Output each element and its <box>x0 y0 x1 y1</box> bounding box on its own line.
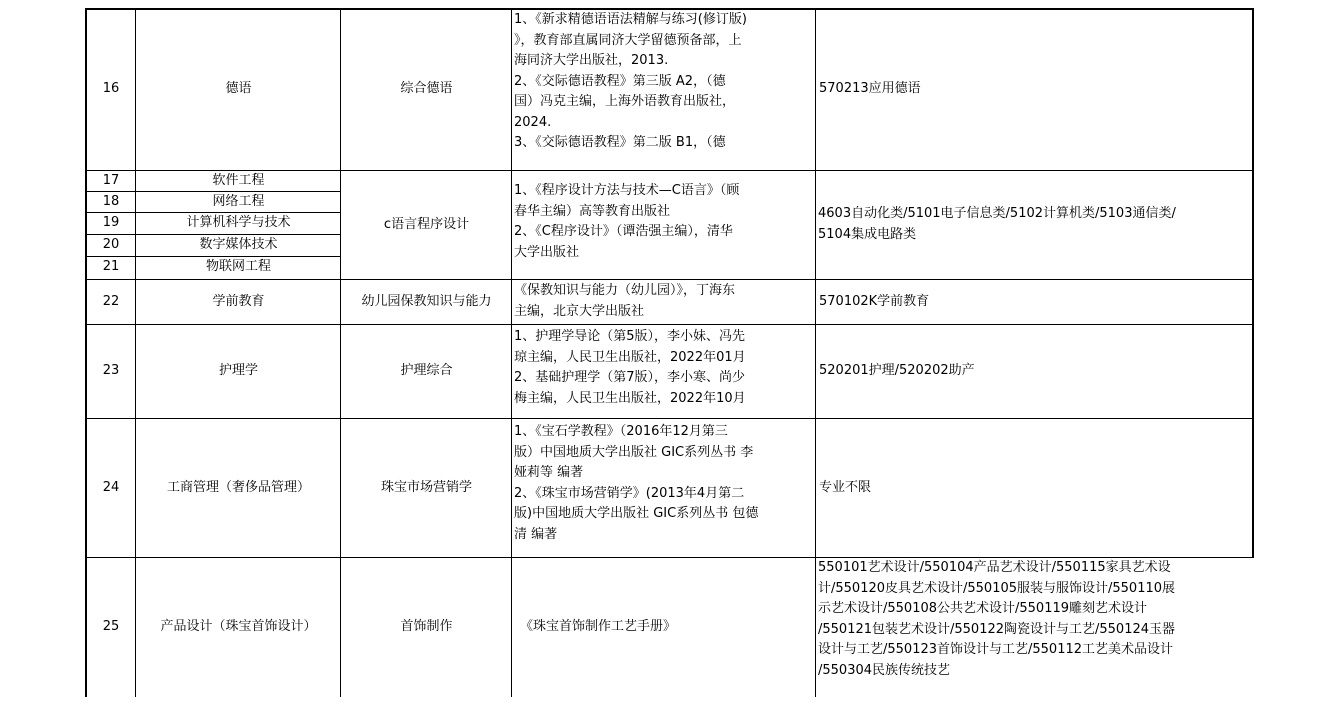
grid-line <box>815 8 816 697</box>
requirement-line: 550101艺术设计/550104产品艺术设计/550115家具艺术设 <box>818 560 1171 575</box>
textbook-line: 2、《交际德语教程》第三版 A2，（德 <box>514 73 726 89</box>
textbook-line: 2、《C程序设计》（谭浩强主编），清华 <box>514 224 733 239</box>
exam-subject-cell: 珠宝市场营销学 <box>380 479 472 495</box>
exam-subject-cell: 幼儿园保教知识与能力 <box>361 293 492 309</box>
grid-line <box>85 256 341 257</box>
major-cell: 工商管理（奢侈品管理） <box>166 479 310 495</box>
row-number-cell: 21 <box>102 259 120 275</box>
requirement-cell: 专业不限 <box>819 479 872 495</box>
major-cell: 德语 <box>225 81 252 97</box>
textbook-cell <box>512 280 816 324</box>
requirement-line: 4603自动化类/5101电子信息类/5102计算机类/5103通信类/ <box>818 206 1176 221</box>
textbook-cell <box>512 9 816 170</box>
requirement-line: 计/550120皮具艺术设计/550105服装与服饰设计/550110展 <box>818 580 1176 596</box>
textbook-cell <box>512 171 816 279</box>
exam-subject-cell: 综合德语 <box>400 81 453 97</box>
requirement-cell: 570213应用德语 <box>819 81 921 97</box>
textbook-line: 版）中国地质大学出版社 GIC系列丛书 李 <box>514 444 754 460</box>
exam-subject-cell: 护理综合 <box>400 363 453 379</box>
row-number-cell: 23 <box>102 363 120 379</box>
textbook-line: 》，教育部直属同济大学留德预备部，上 <box>514 32 742 48</box>
textbook-line: 2、《珠宝市场营销学》(2013年4月第二 <box>514 485 745 501</box>
grid-line <box>85 8 87 697</box>
textbook-line: 2024. <box>514 114 552 130</box>
requirement-line: 5104集成电路类 <box>818 226 917 242</box>
major-cell: 产品设计（珠宝首饰设计） <box>160 618 317 634</box>
row-number-cell: 16 <box>102 81 120 97</box>
major-cell: 数字媒体技术 <box>199 237 278 253</box>
textbook-line: 主编，北京大学出版社 <box>514 303 645 319</box>
exam-subject-cell: c语言程序设计 <box>383 216 470 232</box>
grid-line <box>85 170 1254 171</box>
textbook-line: 1、《程序设计方法与技术—C语言》（顾 <box>514 183 740 198</box>
textbook-line: 3、《交际德语教程》第二版 B1，（德 <box>514 135 726 150</box>
row-number-cell: 17 <box>102 173 120 189</box>
grid-line <box>85 212 341 213</box>
textbook-line: 梅主编，人民卫生出版社，2022年10月 <box>514 390 746 406</box>
grid-line <box>85 324 1254 325</box>
textbook-line: 1、护理学导论（第5版），李小妹、冯先 <box>514 329 746 344</box>
requirement-line: 设计与工艺/550123首饰设计与工艺/550112工艺美术品设计 <box>818 642 1174 657</box>
grid-line <box>85 279 1254 280</box>
textbook-line: 琼主编，人民卫生出版社，2022年01月 <box>514 349 746 365</box>
row-number-cell: 22 <box>102 293 120 309</box>
textbook-cell <box>512 419 816 557</box>
textbook-line: 娅莉等 编著 <box>514 465 584 480</box>
requirement-cell: 520201护理/520202助产 <box>819 363 975 379</box>
textbook-line: 海同济大学出版社，2013. <box>514 53 669 68</box>
row-number-cell: 18 <box>102 194 120 210</box>
grid-line <box>85 234 341 235</box>
row-number-cell: 25 <box>102 618 120 634</box>
row-number-cell: 19 <box>102 215 120 231</box>
requirement-line: /550121包装艺术设计/550122陶瓷设计与工艺/550124玉器 <box>818 621 1176 637</box>
row-number-cell: 20 <box>102 237 120 253</box>
textbook-line: 1、《宝石学教程》（2016年12月第三 <box>514 424 728 439</box>
textbook-cell <box>512 325 816 418</box>
major-cell: 软件工程 <box>212 173 265 189</box>
textbook-line: 大学出版社 <box>514 244 580 260</box>
textbook-line: 1、《新求精德语语法精解与练习(修订版) <box>514 12 747 27</box>
grid-line <box>1252 8 1254 558</box>
grid-line <box>340 8 341 697</box>
exam-subject-cell: 首饰制作 <box>400 618 453 634</box>
textbook-line: 国）冯克主编，上海外语教育出版社， <box>514 94 736 109</box>
textbook-line: 《保教知识与能力（幼儿园）》，丁海东 <box>514 283 736 298</box>
textbook-cell: 《珠宝首饰制作工艺手册》 <box>520 618 677 634</box>
textbook-line: 春华主编）高等教育出版社 <box>514 203 671 219</box>
major-cell: 护理学 <box>218 363 258 379</box>
grid-line <box>85 418 1254 419</box>
grid-line <box>135 8 136 697</box>
requirement-cell: 570102K学前教育 <box>819 293 930 309</box>
row-number-cell: 24 <box>102 479 120 495</box>
grid-line <box>511 8 512 697</box>
grid-line <box>85 557 1254 558</box>
major-cell: 学前教育 <box>212 293 265 309</box>
grid-line <box>85 8 1254 10</box>
major-cell: 计算机科学与技术 <box>186 215 291 231</box>
textbook-line: 清 编著 <box>514 526 558 542</box>
major-cell: 网络工程 <box>212 194 265 210</box>
textbook-line: 版)中国地质大学出版社 GIC系列丛书 包德 <box>514 506 759 521</box>
major-cell: 物联网工程 <box>205 259 271 275</box>
requirement-line: /550304民族传统技艺 <box>818 662 951 678</box>
grid-line <box>85 191 341 192</box>
requirement-line: 示艺术设计/550108公共艺术设计/550119雕刻艺术设计 <box>818 601 1148 616</box>
requirement-cell <box>816 558 1253 696</box>
textbook-line: 2、基础护理学（第7版），李小寒、尚少 <box>514 370 746 385</box>
requirement-cell <box>816 171 1253 279</box>
